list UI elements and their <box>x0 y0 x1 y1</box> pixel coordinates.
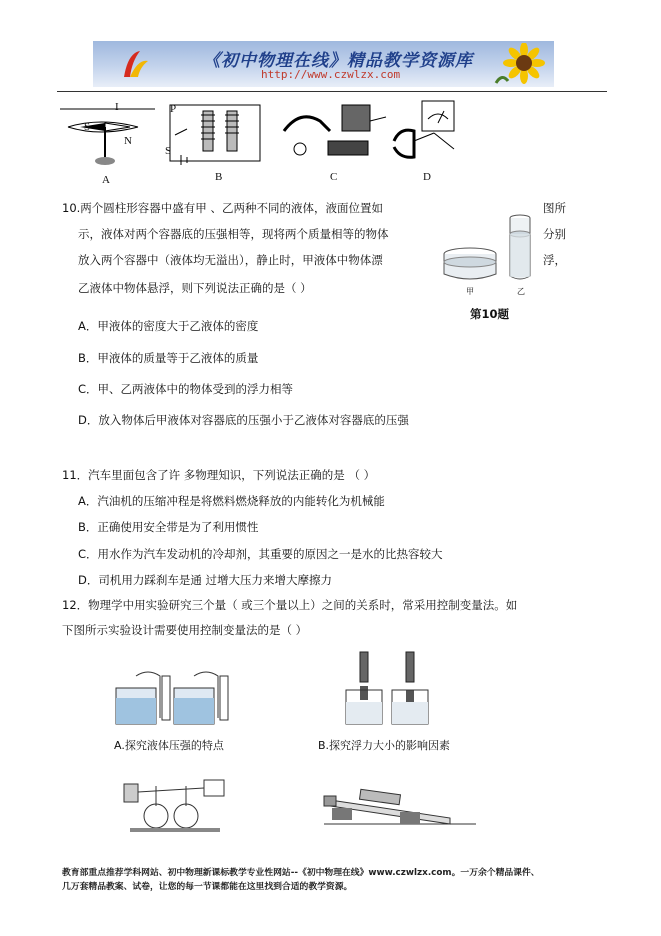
figure-c-motor <box>280 101 390 173</box>
q12-line-2: 下图所示实验设计需要使用控制变量法的是（ ） <box>62 623 308 637</box>
experiment-a-caption: A.探究液体压强的特点 <box>114 739 224 752</box>
figure-b-electromagnet-circuit <box>165 101 265 173</box>
site-logo-icon <box>118 47 152 81</box>
fig-a-s-label: S <box>84 121 91 133</box>
fig-b-p-label: P <box>170 103 177 115</box>
option-c-label: C <box>330 171 338 183</box>
q10-side-word-1: 图所 <box>543 201 566 215</box>
options-figures <box>60 97 480 185</box>
q10-figure-caption: 第10题 <box>470 307 510 321</box>
q11-option-a[interactable]: A．汽油机的压缩冲程是将燃料燃烧释放的内能转化为机械能 <box>78 494 385 508</box>
q10-line-3: 放入两个容器中（液体均无溢出），静止时，甲液体中物体漂 <box>78 253 383 267</box>
page-footer <box>62 866 607 894</box>
header-rule <box>57 91 607 92</box>
fig-a-current-label: I <box>115 101 119 113</box>
q10-fig-label-yi: 乙 <box>517 287 525 296</box>
option-d-label: D <box>423 171 431 183</box>
sunflower-icon <box>490 43 550 85</box>
option-b-label: B <box>215 171 223 183</box>
q10-option-c[interactable]: C．甲、乙两液体中的物体受到的浮力相等 <box>78 382 294 396</box>
banner-url[interactable]: http://www.czwlzx.com <box>261 68 401 81</box>
experiment-a-liquid-pressure <box>108 662 238 732</box>
header-banner <box>93 41 554 87</box>
experiment-d-inclined-plane <box>320 772 480 832</box>
q10-line-4: 乙液体中物体悬浮，则下列说法正确的是（ ） <box>78 281 312 295</box>
q11-option-d[interactable]: D．司机用力踩刹车是通 过增大压力来增大摩擦力 <box>78 573 333 587</box>
footer-line-2: 几万套精品教案、试卷，让您的每一节课都能在这里找到合适的教学资源。 <box>62 882 353 892</box>
q11-option-b[interactable]: B．正确使用安全带是为了利用惯性 <box>78 520 259 534</box>
experiment-b-buoyancy <box>340 650 440 730</box>
footer-line-1: 教育部重点推荐学科网站、初中物理新课标教学专业性网站--《初中物理在线》www.czwlzx.com。一万余个精品课件、 <box>62 868 540 878</box>
q10-side-word-3: 浮， <box>543 253 566 267</box>
q10-line-2: 示，液体对两个容器底的压强相等，现将两个质量相等的物体 <box>78 227 389 241</box>
q10-option-a[interactable]: A．甲液体的密度大于乙液体的密度 <box>78 319 259 333</box>
q10-fig-label-jia: 甲 <box>466 287 474 296</box>
experiment-b-caption: B.探究浮力大小的影响因素 <box>318 739 451 752</box>
q11-stem: 11．汽车里面包含了许 多物理知识，下列说法正确的是 （ ） <box>62 468 376 482</box>
banner-title: 《初中物理在线》精品教学资源库 <box>203 51 473 71</box>
q12-line-1: 12．物理学中用实验研究三个量（ 或三个量以上）之间的关系时，常采用控制变量法。如 <box>62 598 518 612</box>
figure-d-galvanometer <box>390 97 470 169</box>
option-a-label: A <box>102 174 110 186</box>
q10-line-1: 10.两个圆柱形容器中盛有甲 、乙两种不同的液体，液面位置如 <box>62 201 383 215</box>
q10-option-b[interactable]: B．甲液体的质量等于乙液体的质量 <box>78 351 259 365</box>
q10-option-d[interactable]: D．放入物体后甲液体对容器底的压强小于乙液体对容器底的压强 <box>78 413 409 427</box>
experiment-c-electric-heat <box>120 776 230 836</box>
fig-a-n-label: N <box>124 135 132 147</box>
q11-option-c[interactable]: C．用水作为汽车发动机的冷却剂，其重要的原因之一是水的比热容较大 <box>78 547 443 561</box>
q10-side-word-2: 分别 <box>543 227 566 241</box>
fig-b-s-label: S <box>165 145 172 157</box>
